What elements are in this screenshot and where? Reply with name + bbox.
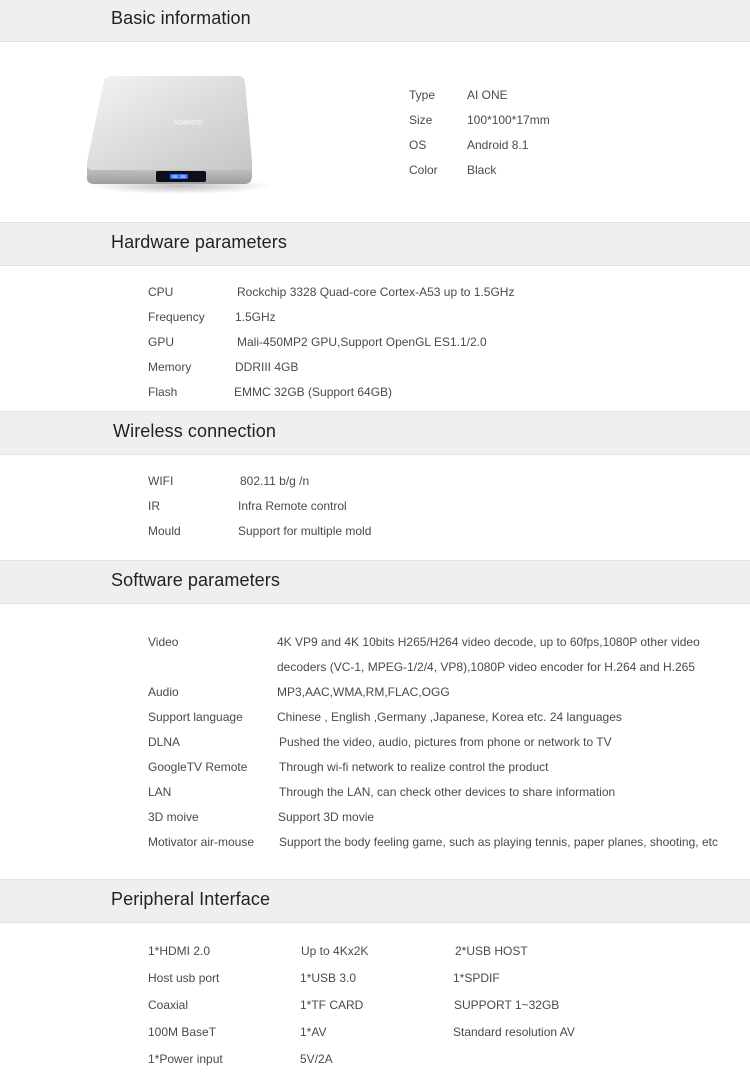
spec-value: Support for multiple mold xyxy=(238,524,372,538)
spec-label: DLNA xyxy=(148,735,181,749)
spec-value: Mali-450MP2 GPU,Support OpenGL ES1.1/2.0 xyxy=(237,335,487,349)
section-title: Software parameters xyxy=(111,570,280,590)
tv-box-illustration xyxy=(80,74,276,196)
spec-value: 4K VP9 and 4K 10bits H265/H264 video decode, up to 60fps,1080P other video xyxy=(277,635,700,649)
interface-cell: 1*SPDIF xyxy=(453,971,500,985)
interface-cell: 100M BaseT xyxy=(148,1025,217,1039)
section-title: Wireless connection xyxy=(113,421,276,441)
product-image xyxy=(80,74,276,196)
spec-value: Support the body feeling game, such as playing tennis, paper planes, shooting, etc xyxy=(279,835,718,849)
spec-label: Flash xyxy=(148,385,178,399)
spec-label: Memory xyxy=(148,360,192,374)
spec-label: Frequency xyxy=(148,310,205,324)
spec-label: WIFI xyxy=(148,474,174,488)
spec-label: LAN xyxy=(148,785,172,799)
brand-logo-text: ICONBON xyxy=(173,118,203,124)
spec-label: Support language xyxy=(148,710,243,724)
interface-cell: Up to 4Kx2K xyxy=(301,944,369,958)
spec-label: CPU xyxy=(148,285,174,299)
spec-label: Type xyxy=(409,88,436,102)
spec-label: Video xyxy=(148,635,179,649)
interface-cell: 1*AV xyxy=(300,1025,327,1039)
spec-value: Through the LAN, can check other devices to share information xyxy=(279,785,616,799)
interface-cell: 1*TF CARD xyxy=(300,998,364,1012)
spec-label: Size xyxy=(409,113,433,127)
spec-label: OS xyxy=(409,138,427,152)
spec-value: Pushed the video, audio, pictures from phone or network to TV xyxy=(279,735,612,749)
display-text: 88:88 xyxy=(172,175,186,180)
spec-value: Black xyxy=(467,163,497,177)
spec-label: Motivator air-mouse xyxy=(148,835,255,849)
interface-cell: 1*HDMI 2.0 xyxy=(148,944,211,958)
spec-value-continued: decoders (VC-1, MPEG-1/2/4, VP8),1080P video encoder for H.264 and H.265 xyxy=(277,660,696,674)
section-header-peripheral xyxy=(0,879,750,923)
section-header-wireless xyxy=(0,411,750,455)
spec-value: Through wi-fi network to realize control the product xyxy=(279,760,549,774)
section-header-hardware xyxy=(0,222,750,266)
spec-value: MP3,AAC,WMA,RM,FLAC,OGG xyxy=(277,685,450,699)
spec-value: AI ONE xyxy=(467,88,508,102)
interface-cell: 1*USB 3.0 xyxy=(300,971,357,985)
interface-cell: 2*USB HOST xyxy=(455,944,528,958)
spec-label: Mould xyxy=(148,524,181,538)
interface-cell: Standard resolution AV xyxy=(453,1025,575,1039)
interface-cell: SUPPORT 1~32GB xyxy=(454,998,560,1012)
spec-value: Android 8.1 xyxy=(467,138,529,152)
section-header-software xyxy=(0,560,750,604)
interface-cell: Coaxial xyxy=(148,998,189,1012)
spec-value: DDRIII 4GB xyxy=(235,360,299,374)
interface-cell: Host usb port xyxy=(148,971,220,985)
spec-value: 1.5GHz xyxy=(235,310,276,324)
spec-value: Chinese , English ,Germany ,Japanese, Korea etc. 24 languages xyxy=(277,710,622,724)
spec-label: GPU xyxy=(148,335,175,349)
spec-value: 802.11 b/g /n xyxy=(240,474,310,488)
spec-label: 3D moive xyxy=(148,810,199,824)
spec-value: Rockchip 3328 Quad-core Cortex-A53 up to 1.5GHz xyxy=(237,285,515,299)
section-title: Peripheral Interface xyxy=(111,889,271,909)
spec-value: EMMC 32GB (Support 64GB) xyxy=(234,385,393,399)
interface-cell: 5V/2A xyxy=(300,1052,333,1066)
spec-value: Support 3D movie xyxy=(278,810,375,824)
section-title: Hardware parameters xyxy=(111,232,287,252)
spec-label: GoogleTV Remote xyxy=(148,760,248,774)
section-header-basic xyxy=(0,0,750,42)
spec-value: Infra Remote control xyxy=(238,499,347,513)
spec-label: Color xyxy=(409,163,438,177)
section-title: Basic information xyxy=(111,8,251,28)
interface-cell: 1*Power input xyxy=(148,1052,223,1066)
spec-label: IR xyxy=(148,499,160,513)
spec-value: 100*100*17mm xyxy=(467,113,550,127)
spec-label: Audio xyxy=(148,685,179,699)
